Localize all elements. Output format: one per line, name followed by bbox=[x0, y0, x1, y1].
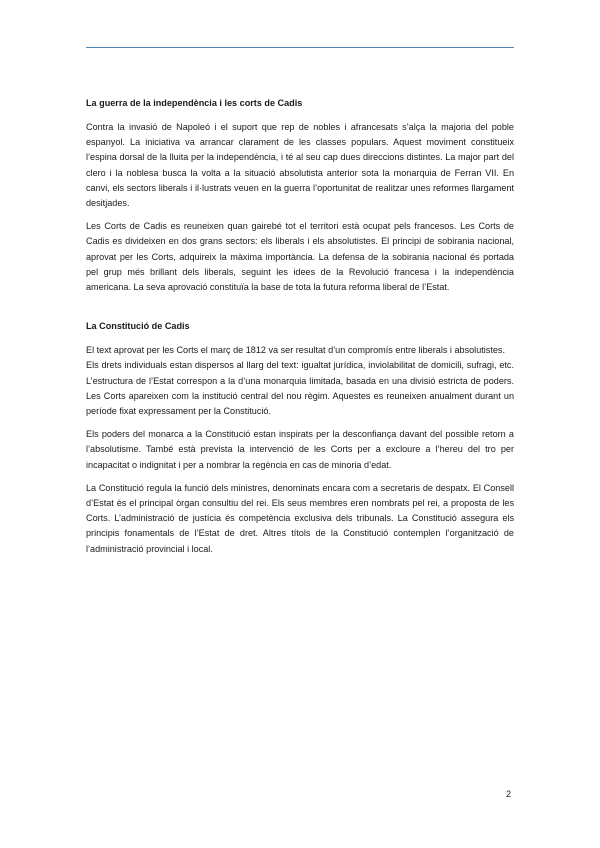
paragraph: Els poders del monarca a la Constitució estan inspirats per la desconfiança davant del possible retorn a l’absolutisme. També està prevista la intervenció de les Corts per a excloure a l’hereu del tro per incapacitat o indignitat i per a nombrar la regència en cas de minoria d’edat. bbox=[86, 429, 514, 470]
paragraph: La Constitució regula la funció dels ministres, denominats encara com a secretaris de despatx. El Consell d’Estat és el principal òrgan consultiu del rei. Els seus membres eren nombrats pel rei, a proposta de les Corts. L’administració de justícia és competència exclusiva dels tribunals. La Constitució assegura els principis fonamentals de l’Estat de dret. Altres títols de la Constitució contemplen l’organització de l’administració provincial i local. bbox=[86, 482, 514, 554]
paragraph: El text aprovat per les Corts el març de 1812 va ser resultat d’un compromís entre liberals i absolutistes. bbox=[86, 345, 506, 356]
paragraph: Les Corts de Cadis es reuneixen quan gairebé tot el territori està ocupat pels francesos. Les Corts de Cadis es divideixen en dos grans sectors: els liberals i els absolutistes. El principi de sobirania nacional, aprovat per les Corts, adquireix la màxima importància. La defensa de la sobirania nacional és portada pel grup més brillant dels liberals, seguint les idees de la Revolució francesa i la independència americana. La seva aprovació constituïa la base de tota la futura reforma liberal de l’Estat. bbox=[86, 221, 514, 293]
header-rule bbox=[86, 47, 514, 48]
section-heading-war: La guerra de la independència i les corts de Cadis bbox=[86, 98, 303, 108]
document-body bbox=[86, 97, 514, 557]
paragraph: Contra la invasió de Napoleó i el suport que rep de nobles i afrancesats s’alça la majoria del poble espanyol. La iniciativa va arrancar clarament de les classes populars. Aquest moviment constitueix l’espina dorsal de la lluita per la independència, i té al seu cap dues direccions distintes. La major part del clero i la noblesa busca la volta a la situació absolutista anterior sota la monarquia de Ferran VII. En canvi, els sectors liberals i il·lustrats veuen en la guerra l’oportunitat de realitzar unes reformes llargament desitjades. bbox=[86, 122, 514, 209]
section-heading-constitution: La Constitució de Cadis bbox=[86, 321, 190, 332]
page-number: 2 bbox=[506, 789, 512, 799]
paragraph: Els drets individuals estan dispersos al llarg del text: igualtat jurídica, inviolabilitat de domicili, sufragi, etc. L’estructura de l’Estat correspon a la d’una monarquia limitada, basada en una divisió estricta de poders. Les Corts apareixen com la institució central del nou règim. Aquestes es reuneixen anualment durant un període fixat expressament per la Constitució. bbox=[86, 360, 514, 417]
